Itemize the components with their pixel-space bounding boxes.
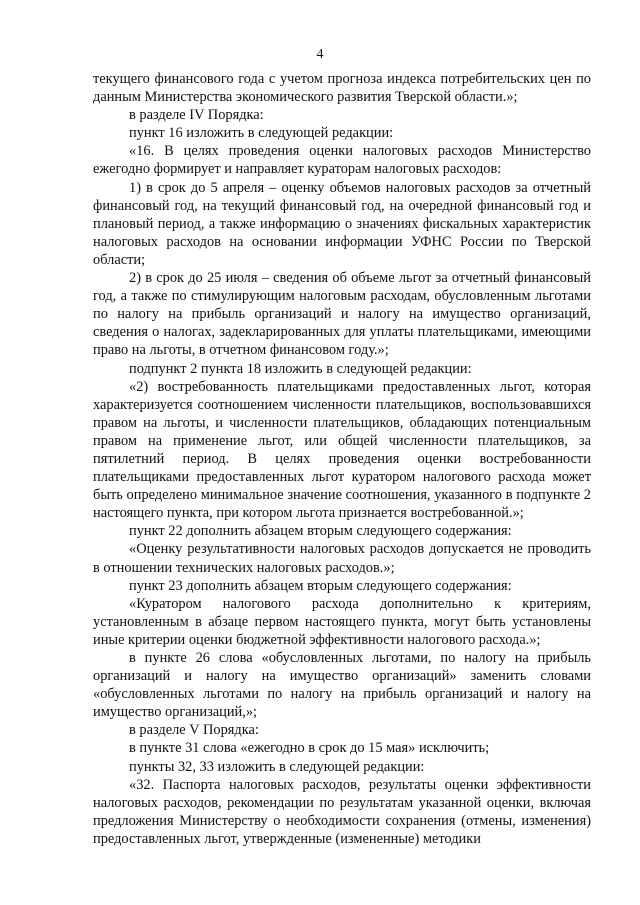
- paragraph: подпункт 2 пункта 18 изложить в следующей редакции:: [129, 360, 472, 377]
- paragraph: пункт 23 дополнить абзацем вторым следующего содержания:: [129, 577, 512, 594]
- paragraph: пункты 32, 33 изложить в следующей редакции:: [129, 758, 425, 775]
- paragraph: пункт 22 дополнить абзацем вторым следующего содержания:: [129, 523, 512, 540]
- paragraph: «2) востребованность плательщиками предоставленных льгот, которая характеризуется соотношением численности плательщиков, воспользовавшихся правом на льготы, и численности плательщиков, обладающих потенциальным правом на применение льгот, или общей численности плательщиков, за пятилетний период. В целях проведения оценки востребованности плательщиками предоставленных льгот куратором налогового расхода может быть определено минимальное значение соотношения, указанного в подпункте 2 настоящего пункта, при котором льгота признается востребованной.»;: [93, 378, 591, 522]
- paragraph: «16. В целях проведения оценки налоговых расходов Министерство ежегодно формирует и направляет кураторам налоговых расходов:: [93, 143, 591, 178]
- paragraph: в пункте 26 слова «обусловленных льготами, по налогу на прибыль организаций и налогу на имущество организаций» заменить словами «обусловленных льготами по налогу на прибыль организаций и налогу на имущество организаций,»;: [93, 650, 591, 721]
- paragraph: «Оценку результативности налоговых расходов допускается не проводить в отношении технических налоговых расходов.»;: [93, 541, 591, 576]
- page-number: 4: [316, 47, 324, 62]
- paragraph: пункт 16 изложить в следующей редакции:: [129, 125, 394, 142]
- paragraph: в разделе IV Порядка:: [129, 107, 264, 124]
- paragraph: в пункте 31 слова «ежегодно в срок до 15 мая» исключить;: [129, 740, 490, 757]
- paragraph: в разделе V Порядка:: [129, 722, 259, 739]
- paragraph: текущего финансового года с учетом прогноза индекса потребительских цен по данным Министерства экономического развития Тверской области.»;: [93, 71, 591, 106]
- document-body: [93, 70, 591, 848]
- paragraph: «Куратором налогового расхода дополнительно к критериям, установленным в абзаце первом настоящего пункта, могут быть установлены иные критерии оценки бюджетной эффективности налогового расхода.»;: [93, 595, 591, 648]
- paragraph: «32. Паспорта налоговых расходов, результаты оценки эффективности налоговых расходов, рекомендации по результатам указанной оценки, включая предложения Министерству о необходимости сохранения (отмены, изменения) предоставленных льгот, утвержденные (измененные) методики: [93, 776, 591, 847]
- paragraph: 1) в срок до 5 апреля – оценку объемов налоговых расходов за отчетный финансовый год, на текущий финансовый год, на очередной финансовый год и плановый период, а также информацию о значениях фискальных характеристик налоговых расходов на основании информации УФНС России по Тверской области;: [93, 179, 591, 268]
- paragraph: 2) в срок до 25 июля – сведения об объеме льгот за отчетный финансовый год, а также по стимулирующим налоговым расходам, обусловленным льготами по налогу на прибыль организаций и налогу на имущество организаций, сведения о налогах, задекларированных для уплаты плательщиками, имеющими право на льготы, в отчетном финансовом году.»;: [93, 270, 591, 359]
